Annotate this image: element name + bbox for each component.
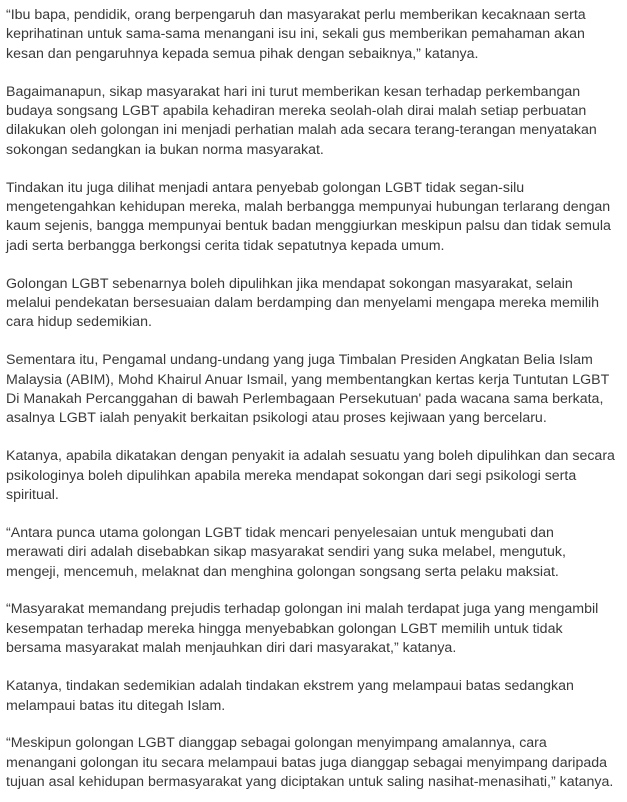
paragraph-9: Katanya, tindakan sedemikian adalah tindakan ekstrem yang melampaui batas sedangkan melampaui batas itu ditegah Islam. [6,678,574,714]
paragraph-4: Golongan LGBT sebenarnya boleh dipulihkan jika mendapat sokongan masyarakat, selain melalui pendekatan bersesuaian dalam berdamping dan menyelami mengapa mereka memilih cara hidup sedemikian. [6,275,600,331]
paragraph-3: Tindakan itu juga dilihat menjadi antara penyebab golongan LGBT tidak segan-silu mengetengahkan kehidupan mereka, malah berbangga mempunyai hubungan terlarang dengan kaum sejenis, bangga mempunyai bentuk badan menggiurkan meskipun palsu dan tidak semula jadi serta berbangga berkongsi cerita tidak sepatutnya kepada umum. [6,179,611,254]
paragraph-2: Bagaimanapun, sikap masyarakat hari ini turut memberikan kesan terhadap perkembangan budaya songsang LGBT apabila kehadiran mereka seolah-olah dirai malah setiap perbuatan dilakukan oleh golongan ini menjadi perhatian malah ada secara terang-terangan menyatakan sokongan sedangkan ia bukan norma masyarakat. [6,83,597,158]
paragraph-8: “Masyarakat memandang prejudis terhadap golongan ini malah terdapat juga yang mengambil kesempatan terhadap mereka hingga menyebabkan golongan LGBT memilih untuk tidak bersama masyarakat malah menjauhkan diri dari masyarakat,” katanya. [6,601,599,657]
paragraph-6: Katanya, apabila dikatakan dengan penyakit ia adalah sesuatu yang boleh dipulihkan dan secara psikologinya boleh dipulihkan apabila mereka mendapat sokongan dari segi psikologi serta spiritual. [6,448,615,504]
paragraph-1: “Ibu bapa, pendidik, orang berpengaruh dan masyarakat perlu memberikan kecaknaan serta keprihatinan untuk sama-sama menangani isu ini, sekali gus memberikan pemahaman akan kesan dan pengaruhnya kepada semua pihak dengan sebaiknya,” katanya. [6,7,586,62]
paragraph-7: “Antara punca utama golongan LGBT tidak mencari penyelesaian untuk mengubati dan merawati diri adalah disebabkan sikap masyarakat sendiri yang suka melabel, mengutuk, mengeji, mencemuh, melaknat dan menghina golongan songsang serta pelaku maksiat. [6,524,566,580]
paragraph-10: “Meskipun golongan LGBT dianggap sebagai golongan menyimpang amalannya, cara menangani golongan itu secara melampaui batas juga dianggap sebagai menyimpang daripada tujuan asal kehidupan bermasyarakat yang diciptakan untuk saling nasihat-menasihati,” katanya. [6,735,614,791]
paragraph-5: Sementara itu, Pengamal undang-undang yang juga Timbalan Presiden Angkatan Belia Islam Malaysia (ABIM), Mohd Khairul Anuar Ismail, yang membentangkan kertas kerja Tuntutan LGBT Di Manakah Percanggahan di bawah Perlembagaan Persekutuan' pada wacana sama berkata, asalnya LGBT ialah penyakit berkaitan psikologi atau proses kejiwaan yang bercelaru. [6,352,609,427]
